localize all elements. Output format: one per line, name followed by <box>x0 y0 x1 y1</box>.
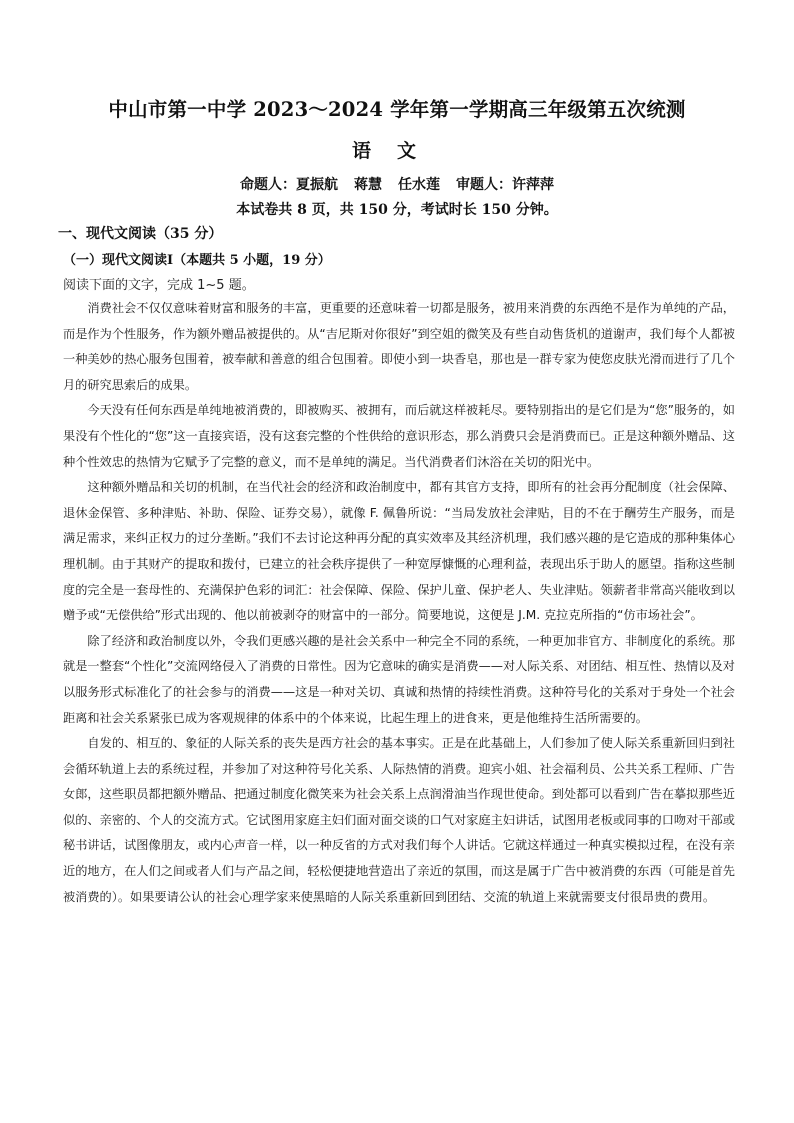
setter-name: 任水莲 <box>398 177 440 193</box>
passage-paragraph: 自发的、相互的、象征的人际关系的丧失是西方社会的基本事实。正是在此基础上，人们参加了使人际关系重新回归到社会循环轨道上去的系统过程，并参加了对这种符号化关系、人际热情的消费。迎宾小姐、社会福利员、公共关系工程师、广告女郎，这些职员都把额外赠品、把通过制度化微笑来为社会关系上点润滑油当作现世使命。到处都可以看到广告在摹拟那些近似的、亲密的、个人的交流方式。它试图用家庭主妇们面对面交谈的口气对家庭主妇讲话，试图用老板或同事的口吻对干部或秘书讲话，试图像朋友，或内心声音一样，以一种反省的方式对我们每个人讲话。它就这样通过一种真实模拟过程，在没有亲近的地方，在人们之间或者人们与产品之间，轻松便捷地营造出了亲近的氛围，而这是属于广告中被消费的东西（可能是首先被消费的）。如果要请公认的社会心理学家来使黑暗的人际关系重新回到团结、交流的轨道上来就需要支付很昂贵的费用。 <box>63 736 735 904</box>
passage-paragraph: 这种额外赠品和关切的机制，在当代社会的经济和政治制度中，都有其官方支持，即所有的社会再分配制度（社会保障、退休金保管、多种津贴、补助、保险、证券交易），就像 F. 佩鲁所说：“当局发放社会津贴，目的不在于酬劳生产服务，而是满足需求，来纠正权力的过分垄断。”我们不去讨论这种再分配的真实效率及其经济机理，我们感兴趣的是它造成的那种集体心理机制。由于其财产的提取和拨付，已建立的社会秩序提供了一种宽厚慷慨的心理利益，表现出乐于助人的愿望。指称这些制度的完全是一套母性的、充满保护色彩的词汇：社会保障、保险、保护儿童、保护老人、失业津贴。领薪者非常高兴能收到以赠予或“无偿供给”形式出现的、他以前被剥夺的财富中的一部分。简要地说，这便是 J.M. 克拉克所指的“仿市场社会”。 <box>63 480 735 623</box>
subject-title: 语文 <box>351 140 442 162</box>
reading-instruction: 阅读下面的文字，完成 1~5 题。 <box>63 278 255 293</box>
setter-name: 夏振航 <box>296 177 338 193</box>
passage-paragraph: 消费社会不仅仅意味着财富和服务的丰富，更重要的还意味着一切都是服务，被用来消费的东西绝不是作为单纯的产品，而是作为个性服务，作为额外赠品被提供的。从“吉尼斯对你很好”到空姐的微笑及有些自动售货机的道谢声，我们每个人都被一种美妙的热心服务包围着，被奉献和善意的组合包围着。即使小到一块香皂，那也是一群专家为使您皮肤光滑而进行了几个月的研究思索后的成果。 <box>63 301 735 392</box>
author-line <box>0 174 794 194</box>
subsection-heading: （一）现代文阅读Ⅰ（本题共 5 小题，19 分） <box>63 253 331 268</box>
reviewer-name: 许萍萍 <box>512 177 554 193</box>
exam-info: 本试卷共 8 页，共 150 分，考试时长 150 分钟。 <box>236 202 558 218</box>
setter-name: 蒋慧 <box>354 177 382 193</box>
passage-paragraph: 除了经济和政治制度以外，令我们更感兴趣的是社会关系中一种完全不同的系统，一种更加非官方、非制度化的系统。那就是一整套“个性化”交流网络侵入了消费的日常性。因为它意味的确实是消费——对人际关系、对团结、相互性、热情以及对以服务形式标准化了的社会参与的消费——这是一种对关切、真诚和热情的持续性消费。这种符号化的关系对于身处一个社会距离和社会关系紧张已成为客观规律的体系中的个体来说，比起生理上的进食来，更是他维持生活所需要的。 <box>63 633 735 725</box>
reading-passage <box>63 296 735 910</box>
reviewer-label: 审题人： <box>456 177 512 193</box>
section-heading: 一、现代文阅读（35 分） <box>58 226 223 242</box>
exam-title: 中山市第一中学 2023～2024 学年第一学期高三年级第五次统测 <box>108 98 686 121</box>
setter-label: 命题人： <box>240 177 296 193</box>
passage-paragraph: 今天没有任何东西是单纯地被消费的，即被购买、被拥有，而后就这样被耗尽。要特别指出的是它们是为“您”服务的，如果没有个性化的“您”这一直接宾语，没有这套完整的个性供给的意识形态，那么消费只会是消费而已。正是这种额外赠品、这种个性效忠的热情为它赋予了完整的意义，而不是单纯的满足。当代消费者们沐浴在关切的阳光中。 <box>63 403 735 469</box>
